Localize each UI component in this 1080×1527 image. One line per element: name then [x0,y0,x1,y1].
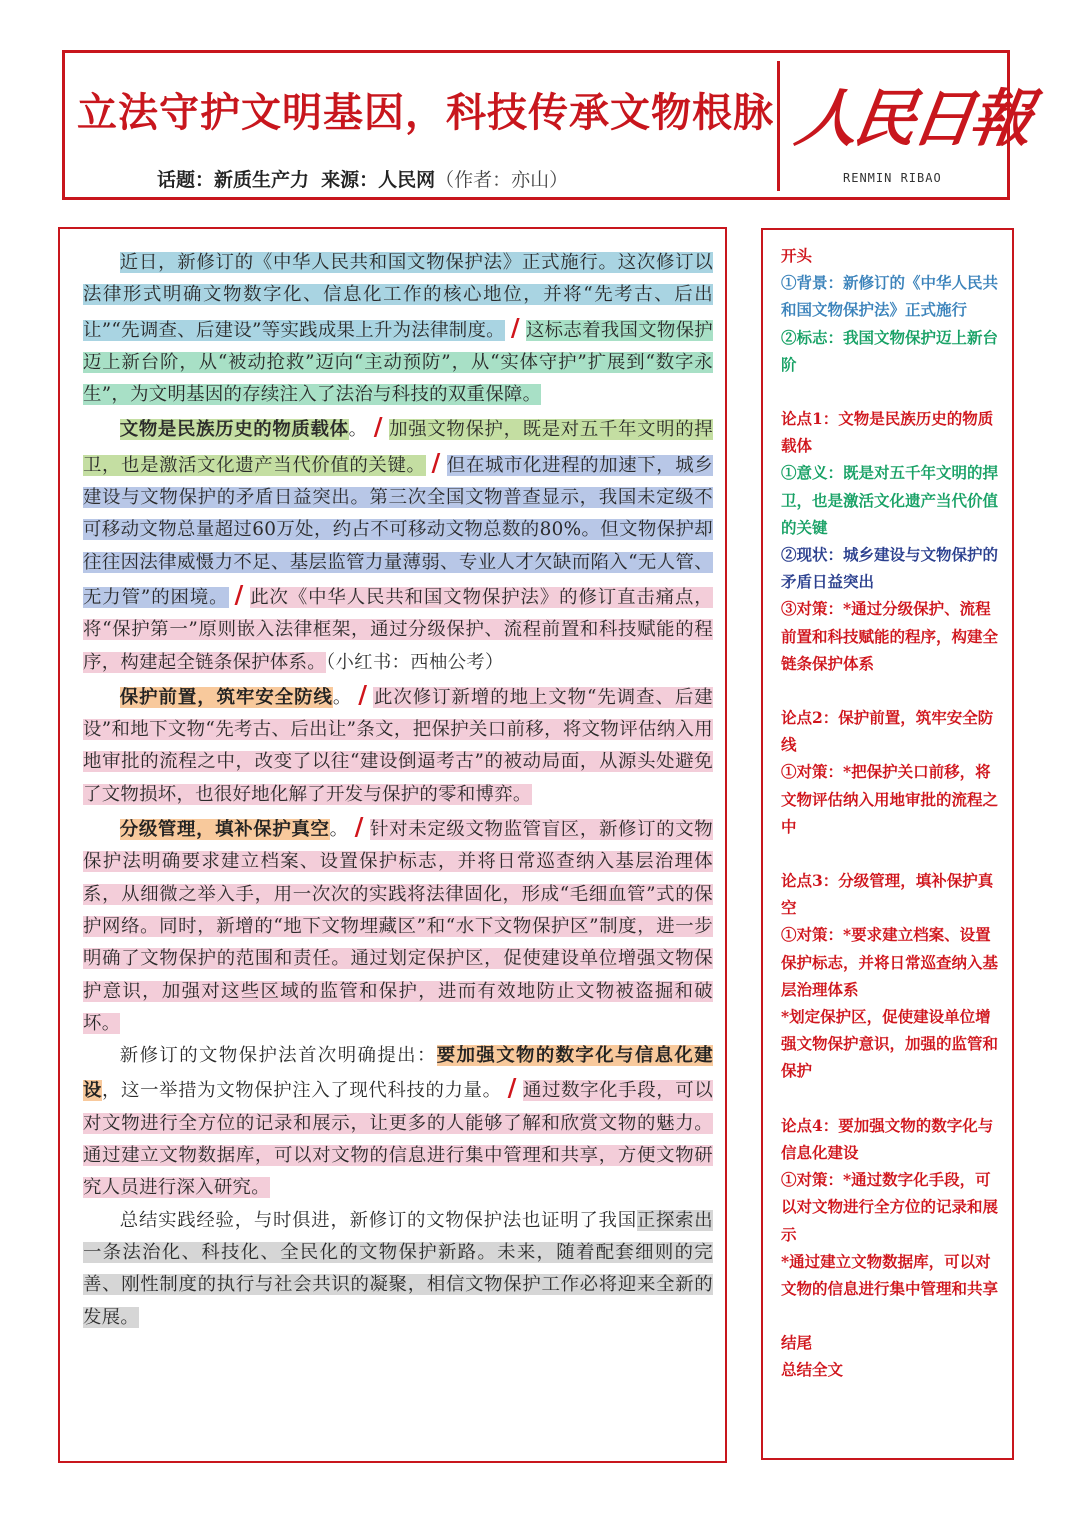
renmin-ribao-logo [791,59,1034,195]
p1-significance: 这标志着我国文物保护迈上新台阶，从“被动抢救”迈向“主动预防”，从“实体守护”扩展到“数字永生”，为文明基因的存续注入了法治与科技的双重保障。 [83,319,713,406]
divider-slash: / [354,812,364,842]
outline-point2-title: 论点2：保护前置，筑牢安全防线 [781,708,994,755]
p2-status: 但在城市化进程的加速下，城乡建设与文物保护的矛盾日益突出。第三次全国文物普查显示，我国未定级不可移动文物总量超过60万处，约占不可移动文物总数的80%。但文物保护却往往因法律威慑力不足、基层监管力量薄弱、专业人才欠缺而陷入“无人管、无力管”的困境。 [83,454,713,608]
outline-body [781,242,1001,1384]
outline-point3-2: *划定保护区，促使建设单位增强文物保护意识，加强的监管和保护 [781,1007,999,1081]
p5-intro: ，这一举措为文物保护注入了现代科技的力量。 [102,1080,502,1102]
source-note: （小红书：西柚公考） [325,651,504,673]
p3-body: 此次修订新增的地上文物“先调查、后建设”和地下文物“先考古、后出让”条文，把保护关口前移，将文物评估纳入用地审批的流程之中，改变了以往“建设倒逼考古”的被动局面，从源头处避免了文物损坏，也很好地化解了开发与保护的零和博弈。 [83,686,713,805]
article-panel [58,227,727,1463]
divider-slash: / [234,579,244,609]
logo-subtitle: RENMIN RIBAO [843,171,942,185]
outline-intro-title: 开头 [781,246,813,265]
divider-slash: / [373,412,383,442]
p6-lead: 总结实践经验，与时俱进，新修订的文物保护法也证明了我国 [119,1209,637,1231]
topic-label: 话题： [157,169,215,191]
outline-intro-1: ①背景：新修订的《中华人民共和国文物保护法》正式施行 [781,273,999,320]
header-divider [777,61,780,191]
divider-slash: / [507,1073,517,1103]
source-label: 来源： [321,169,379,191]
outline-sidebar [761,228,1014,1460]
paragraph-5 [83,1040,713,1204]
p5-heading: 要加强文物的数字化与信息化建设 [83,1045,713,1102]
outline-point4-2: *通过建立文物数据库，可以对文物的信息进行集中管理和共享 [781,1251,999,1298]
outline-point3-title: 论点3：分级管理，填补保护真空 [781,871,994,918]
divider-slash: / [358,679,368,709]
outline-point1-2: ②现状：城乡建设与文物保护的矛盾日益突出 [781,545,999,592]
topic-value: 新质生产力 [214,169,310,191]
page-title: 立法守护文明基因，科技传承文物根脉 [77,90,774,136]
p4-body: 针对未定级文物监管盲区，新修订的文物保护法明确要求建立档案、设置保护标志，并将日常巡查纳入基层治理体系，从细微之举入手，用一次次的实践将法律固化，形成“毛细血管”式的保护网络。同时，新增的“地下文物埋藏区”和“水下文物保护区”制度，进一步明确了文物保护的范围和责任。通过划定保护区，促使建设单位增强文物保护意识，加强对这些区域的监管和保护，进而有效地防止文物被盗掘和破坏。 [83,819,713,1034]
divider-slash: / [431,447,441,477]
p5-body: 通过数字化手段，可以对文物进行全方位的记录和展示，让更多的人能够了解和欣赏文物的魅力。通过建立文物数据库，可以对文物的信息进行集中管理和共享，方便文物研究人员进行深入研究。 [83,1080,713,1199]
header-meta [157,165,568,192]
outline-point3-1: ①对策：*要求建立档案、设置保护标志，并将日常巡查纳入基层治理体系 [781,925,999,999]
p1-background: 近日，新修订的《中华人民共和国文物保护法》正式施行。这次修订以法律形式明确文物数字化、信息化工作的核心地位，并将“先考古、后出让”“先调查、后建设”等实践成果上升为法律制度。 [83,252,713,341]
outline-point2-1: ①对策：*把保护关口前移，将文物评估纳入用地审批的流程之中 [781,762,999,836]
outline-point1-1: ①意义：既是对五千年文明的捍卫，也是激活文化遗产当代价值的关键 [781,463,999,537]
p5-lead: 新修订的文物保护法首次明确提出： [119,1045,437,1067]
divider-slash: / [510,312,520,342]
paragraph-3: 保护前置，筑牢安全防线。 / 此次修订新增的地上文物“先调查、后建设”和地下文物“先考古、后出让”条文，把保护关口前移，将文物评估纳入用地审批的流程之中，改变了以往“建设倒逼考古”的被动局面，从源头处避免了文物损坏，也很好地化解了开发与保护的零和博弈。 [83,679,713,805]
outline-point1-3: ③对策：*通过分级保护、流程前置和科技赋能的程序，构建全链条保护体系 [781,599,999,673]
p2-heading: 文物是民族历史的物质载体 [119,419,349,441]
p2-countermeasure: 此次《中华人民共和国文物保护法》的修订直击痛点，将“保护第一”原则嵌入法律框架，通过分级保护、流程前置和科技赋能的程序，构建起全链条保护体系。 [83,586,714,673]
paragraph-2: 文物是民族历史的物质载体。 / 加强文物保护，既是对五千年文明的捍卫，也是激活文化遗产当代价值的关键。 / 但在城市化进程的加速下，城乡建设与文物保护的矛盾日益突出。第三次全国文物普查显示，我国未定级不可移动文物总量超过60万处，约占不可移动文物总数的80%。但文物保护却往往因法律威慑力不足、基层监管力量薄弱、专业人才欠缺而陷入“无人管、无力管”的困境。 / 此次《中华人民共和国文物保护法》的修订直击痛点，将“保护第一”原则嵌入法律框架，通过分级保护、流程前置和科技赋能的程序，构建起全链条保护体系。（小红书：西柚公考） [83,412,714,673]
header-banner [62,50,1034,200]
outline-end-title: 结尾 [781,1333,813,1353]
logo-wordmark: 人民日報 [791,82,1034,155]
paragraph-6 [83,1205,713,1334]
outline-end-1: 总结全文 [781,1360,844,1380]
outline-point4-title: 论点4：要加强文物的数字化与信息化建设 [781,1115,994,1162]
outline-point4-1: ①对策：*通过数字化手段，可以对文物进行全方位的记录和展示 [781,1170,999,1244]
outline-intro-2: ②标志：我国文物保护迈上新台阶 [781,327,999,374]
source-value: 人民网 [378,169,436,191]
outline-point1-title: 论点1：文物是民族历史的物质载体 [781,409,994,456]
paragraph-4: 分级管理，填补保护真空。 / 针对未定级文物监管盲区，新修订的文物保护法明确要求建立档案、设置保护标志，并将日常巡查纳入基层治理体系，从细微之举入手，用一次次的实践将法律固化，形成“毛细血管”式的保护网络。同时，新增的“地下文物埋藏区”和“水下文物保护区”制度，进一步明确了文物保护的范围和责任。通过划定保护区，促使建设单位增强文物保护意识，加强对这些区域的监管和保护，进而有效地防止文物被盗掘和破坏。 [83,812,713,1034]
p6-body: 正探索出一条法治化、科技化、全民化的文物保护新路。未来，随着配套细则的完善、刚性制度的执行与社会共识的凝聚，相信文物保护工作必将迎来全新的发展。 [83,1209,714,1328]
author: （作者：亦山） [435,169,569,191]
p2-meaning: 加强文物保护，既是对五千年文明的捍卫，也是激活文化遗产当代价值的关键。 [83,419,713,476]
p3-heading: 保护前置，筑牢安全防线 [119,686,333,708]
article-body [83,247,713,1334]
paragraph-1 [83,247,713,411]
p4-heading: 分级管理，填补保护真空 [119,819,330,841]
